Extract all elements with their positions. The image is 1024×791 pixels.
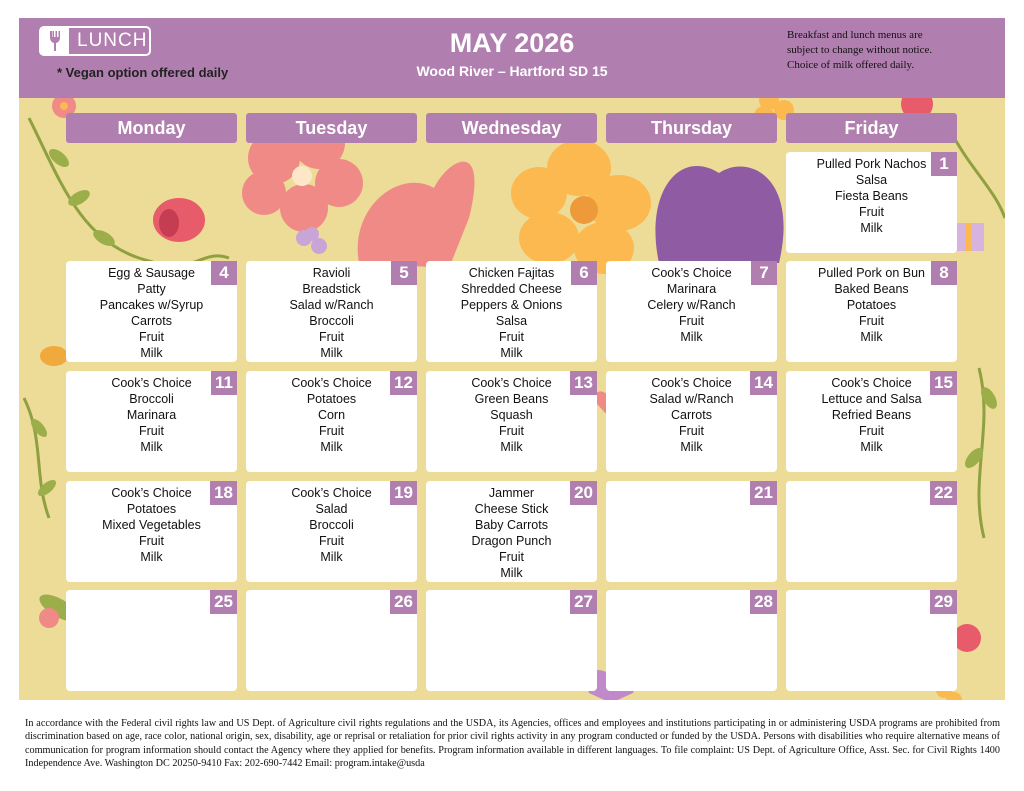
day-number: 13 [570, 371, 597, 395]
menu-item: Jammer [488, 486, 535, 500]
menu-item: Celery w/Ranch [647, 298, 736, 312]
menu-item: Corn [317, 408, 346, 422]
calendar-day-5 [246, 261, 417, 362]
menu-item: Squash [490, 408, 533, 422]
menu-item: Cook’s Choice [291, 486, 372, 500]
day-number: 12 [390, 371, 417, 395]
day-number: 20 [570, 481, 597, 505]
menu-item: Fruit [319, 534, 344, 548]
menu-item: Dragon Punch [471, 534, 552, 548]
menu-item: Milk [680, 440, 703, 454]
logo-text: LUNCH [77, 30, 148, 51]
menu-item: Cook’s Choice [651, 376, 732, 390]
calendar-day-25 [66, 590, 237, 691]
lunch-logo [39, 26, 151, 56]
calendar-day-28 [606, 590, 777, 691]
calendar-day-6 [426, 261, 597, 362]
menu-item: Fruit [139, 330, 164, 344]
day-number: 11 [211, 371, 237, 395]
calendar-day-22 [786, 481, 957, 582]
day-number: 14 [750, 371, 777, 395]
menu-item: Milk [320, 550, 343, 564]
menu-item: Fruit [679, 424, 704, 438]
menu-item: Milk [140, 550, 163, 564]
menu-item: Pulled Pork on Bun [817, 266, 925, 280]
menu-item: Milk [320, 440, 343, 454]
menu-item: Pulled Pork Nachos [816, 157, 927, 171]
menu-item: Fiesta Beans [835, 189, 908, 203]
day-number: 15 [930, 371, 957, 395]
menu-item: Milk [320, 346, 343, 360]
day-number: 5 [391, 261, 417, 285]
calendar-day-12 [246, 371, 417, 472]
calendar-day-18 [66, 481, 237, 582]
menu-item: Milk [860, 440, 883, 454]
calendar-day-21 [606, 481, 777, 582]
disclaimer-line: subject to change without notice. [787, 44, 933, 56]
day-number: 22 [930, 481, 957, 505]
menu-item: Cook’s Choice [291, 376, 372, 390]
menu-item: Patty [137, 282, 166, 296]
menu-item: Potatoes [126, 502, 177, 516]
disclaimer-line: Breakfast and lunch menus are [787, 29, 923, 41]
calendar-day-7 [606, 261, 777, 362]
menu-item: Baby Carrots [475, 518, 548, 532]
day-number: 8 [931, 261, 957, 285]
day-number: 6 [571, 261, 597, 285]
calendar-day-13 [426, 371, 597, 472]
menu-item: Breadstick [302, 282, 361, 296]
menu-item: Carrots [131, 314, 172, 328]
menu-item: Marinara [666, 282, 717, 296]
vegan-note: * Vegan option offered daily [57, 65, 229, 80]
weekday-header-tuesday: Tuesday [246, 113, 417, 143]
menu-item: Salad [315, 502, 348, 516]
calendar-day-11 [66, 371, 237, 472]
menu-item: Cheese Stick [474, 502, 549, 516]
page-title: MAY 2026 [449, 28, 575, 58]
day-number: 18 [210, 481, 237, 505]
calendar-day-15 [786, 371, 957, 472]
calendar-day-20 [426, 481, 597, 582]
menu-item: Egg & Sausage [108, 266, 195, 280]
menu-item: Refried Beans [831, 408, 912, 422]
menu-item: Fruit [319, 424, 344, 438]
menu-item: Cook’s Choice [831, 376, 912, 390]
menu-disclaimer [787, 28, 997, 73]
day-number: 1 [931, 152, 957, 176]
menu-item: Marinara [126, 408, 177, 422]
weekday-header-wednesday: Wednesday [426, 113, 597, 143]
disclaimer-line: Choice of milk offered daily. [787, 59, 915, 71]
day-number: 28 [750, 590, 777, 614]
menu-item: Salsa [495, 314, 528, 328]
day-number: 29 [930, 590, 957, 614]
menu-item: Fruit [679, 314, 704, 328]
menu-item: Potatoes [846, 298, 897, 312]
menu-item: Salad w/Ranch [289, 298, 374, 312]
menu-item: Cook’s Choice [471, 376, 552, 390]
menu-item: Potatoes [306, 392, 357, 406]
day-number: 27 [570, 590, 597, 614]
menu-item: Milk [680, 330, 703, 344]
menu-item: Cook’s Choice [651, 266, 732, 280]
menu-item: Fruit [859, 424, 884, 438]
nondiscrimination-statement: In accordance with the Federal civil rights law and US Dept. of Agriculture civil rights regulations and the USDA, its Agencies, offices and employees and institutions participating in or administering USDA programs are prohibited from discrimination based on age, race color, national origin, sex, disability, age or reprisal or retaliation for prior civil rights activity in any program conducted or funded by the USDA. Persons with disabilities who require alternative means of communication for program information should contact the Agency where they applied for benefits. Program information available in different languages. To file complaint: US Dept. of Agriculture Office, Asst. Sec. for Civil Rights 1400 Independence Ave. Washington DC 20250-9410 Fax: 202-690-7442 Email: program.intake@usda [25, 718, 1000, 770]
menu-item: Fruit [499, 424, 524, 438]
day-number: 7 [751, 261, 777, 285]
menu-item: Fruit [859, 205, 884, 219]
menu-item: Peppers & Onions [460, 298, 563, 312]
menu-item: Cook’s Choice [111, 486, 192, 500]
menu-item: Milk [500, 440, 523, 454]
menu-item: Baked Beans [834, 282, 909, 296]
menu-item: Fruit [319, 330, 344, 344]
menu-item: Broccoli [309, 314, 354, 328]
menu-item: Green Beans [474, 392, 549, 406]
menu-item: Fruit [139, 534, 164, 548]
day-number: 21 [750, 481, 777, 505]
calendar-day-26 [246, 590, 417, 691]
calendar-day-1 [786, 152, 957, 253]
menu-item: Milk [500, 346, 523, 360]
weekday-header-thursday: Thursday [606, 113, 777, 143]
menu-item: Milk [140, 440, 163, 454]
menu-item: Pancakes w/Syrup [99, 298, 204, 312]
menu-item: Milk [500, 566, 523, 580]
day-number: 25 [210, 590, 237, 614]
menu-item: Ravioli [312, 266, 351, 280]
district-name: Wood River – Hartford SD 15 [416, 63, 608, 79]
menu-item: Mixed Vegetables [102, 518, 201, 532]
menu-item: Milk [860, 330, 883, 344]
menu-item: Fruit [499, 330, 524, 344]
menu-item: Milk [860, 221, 883, 235]
weekday-header-friday: Friday [786, 113, 957, 143]
menu-item: Salsa [855, 173, 888, 187]
menu-item: Fruit [139, 424, 164, 438]
calendar-board [19, 98, 1005, 700]
menu-item: Cook’s Choice [111, 376, 192, 390]
calendar-day-19 [246, 481, 417, 582]
menu-header [19, 18, 1005, 98]
menu-item: Fruit [499, 550, 524, 564]
calendar-day-8 [786, 261, 957, 362]
weekday-header-monday: Monday [66, 113, 237, 143]
menu-item: Lettuce and Salsa [821, 392, 922, 406]
day-number: 4 [211, 261, 237, 285]
fork-icon [41, 28, 69, 54]
menu-item: Fruit [859, 314, 884, 328]
day-number: 26 [390, 590, 417, 614]
calendar-day-27 [426, 590, 597, 691]
menu-item: Carrots [671, 408, 712, 422]
menu-item: Broccoli [129, 392, 174, 406]
calendar-day-4 [66, 261, 237, 362]
menu-item: Milk [140, 346, 163, 360]
menu-item: Shredded Cheese [461, 282, 562, 296]
menu-item: Chicken Fajitas [468, 266, 555, 280]
menu-item: Salad w/Ranch [649, 392, 734, 406]
menu-item: Broccoli [309, 518, 354, 532]
calendar-day-29 [786, 590, 957, 691]
day-number: 19 [390, 481, 417, 505]
calendar-day-14 [606, 371, 777, 472]
